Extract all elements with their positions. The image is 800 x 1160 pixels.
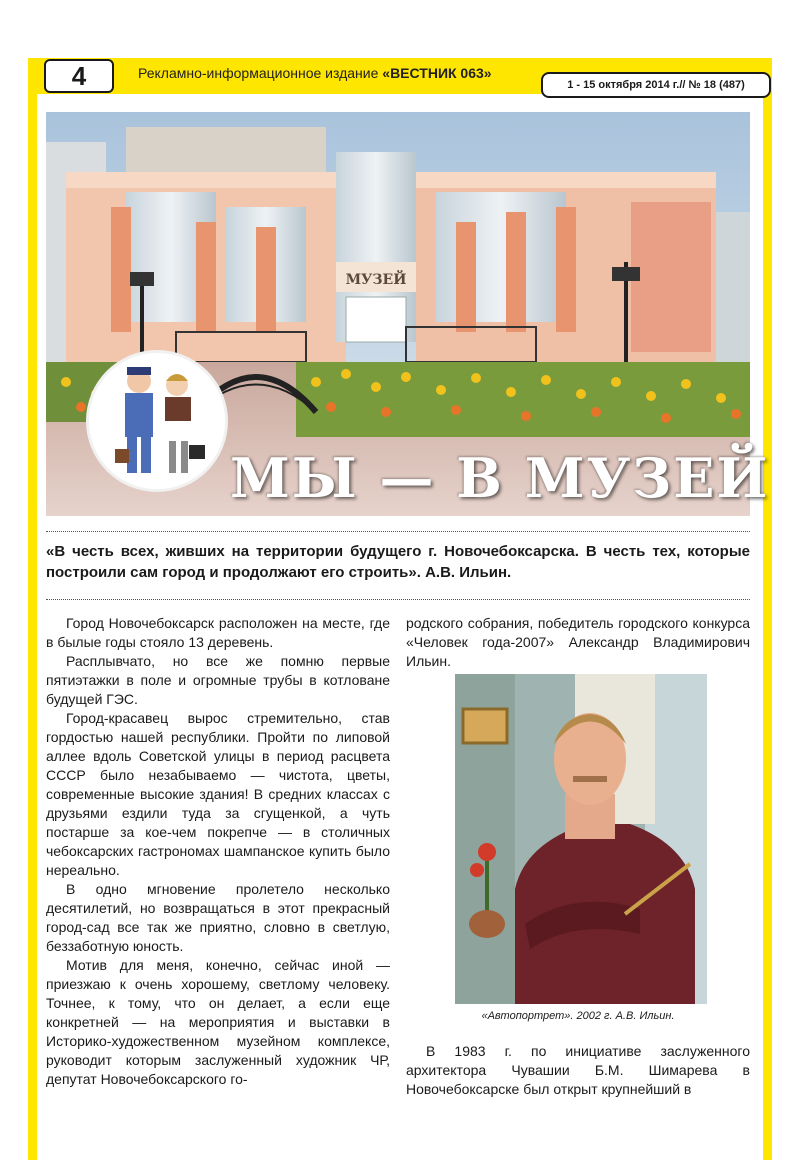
paragraph: Расплывчато, но все же помню первые пятиэтажки в поле и огромные трубы в котловане будущей ГЭС. xyxy=(46,653,390,707)
page-number: 4 xyxy=(44,59,114,93)
paragraph: Город Новочебоксарск расположен на месте, где в былые годы стояло 13 деревень. xyxy=(46,615,390,650)
paragraph: В одно мгновение пролетело несколько десятилетий, но возвращаться в этот прекрасный город-сад все так же приятно, словно в светлую, беззаботную юность. xyxy=(46,881,390,954)
publication-name: «ВЕСТНИК 063» xyxy=(382,65,492,81)
portrait-image xyxy=(455,674,707,1004)
article-headline: МЫ — В МУЗЕЙ xyxy=(230,446,770,510)
children-drawing xyxy=(89,353,225,489)
paragraph: Мотив для меня, конечно, сейчас иной — приезжаю к очень хорошему, светлому человеку. Точнее, к тому, что он делает, а если еще конкретней — на мероприятия и выставки в Историко-художественном музейном комплексе, руководит которым заслуженный художник ЧР, депутат Новочебоксарского го- xyxy=(46,957,390,1087)
paragraph: Город-красавец вырос стремительно, став гордостью нашей республики. Пройти по липовой аллее вдоль Советской улицы в период расцвета СССР было незабываемо — чистота, цветы, современные высокие здания! В средних классах с друзьями ездили туда за сгущенкой, а чуть постарше за кое-чем покрепче — в столичных чебоксарских гастрономах шампанское купить было нереально. xyxy=(46,710,390,878)
paragraph: В 1983 г. по инициативе заслуженного архитектора Чувашии Б.М. Шимарева в Новочебоксарске был открыт крупнейший в xyxy=(406,1043,750,1097)
paragraph: родского собрания, победитель городского конкурса «Человек года-2007» Александр Владимирович Ильин. xyxy=(406,615,750,669)
self-portrait-painting xyxy=(455,674,707,1004)
svg-text:МУЗЕЙ: МУЗЕЙ xyxy=(345,272,407,288)
divider-top xyxy=(46,531,750,532)
issue-info: 1 - 15 октября 2014 г.// № 18 (487) xyxy=(541,72,771,98)
schoolchildren-illustration xyxy=(86,350,228,492)
article-column-right-bottom xyxy=(406,1042,750,1099)
frame-left xyxy=(28,62,37,1160)
divider-bottom xyxy=(46,599,750,600)
portrait-caption: «Автопортрет». 2002 г. А.В. Ильин. xyxy=(481,1010,675,1022)
publication-title xyxy=(138,65,492,81)
publication-prefix: Рекламно-информационное издание xyxy=(138,65,383,81)
article-column-right-top xyxy=(406,614,750,671)
frame-right xyxy=(763,62,772,1160)
epigraph-quote: «В честь всех, живших на территории будущего г. Новочебоксарска. В честь тех, которые построили сам город и продолжают его строить». А.В. Ильин. xyxy=(46,543,750,581)
article-column-left xyxy=(46,614,390,1089)
